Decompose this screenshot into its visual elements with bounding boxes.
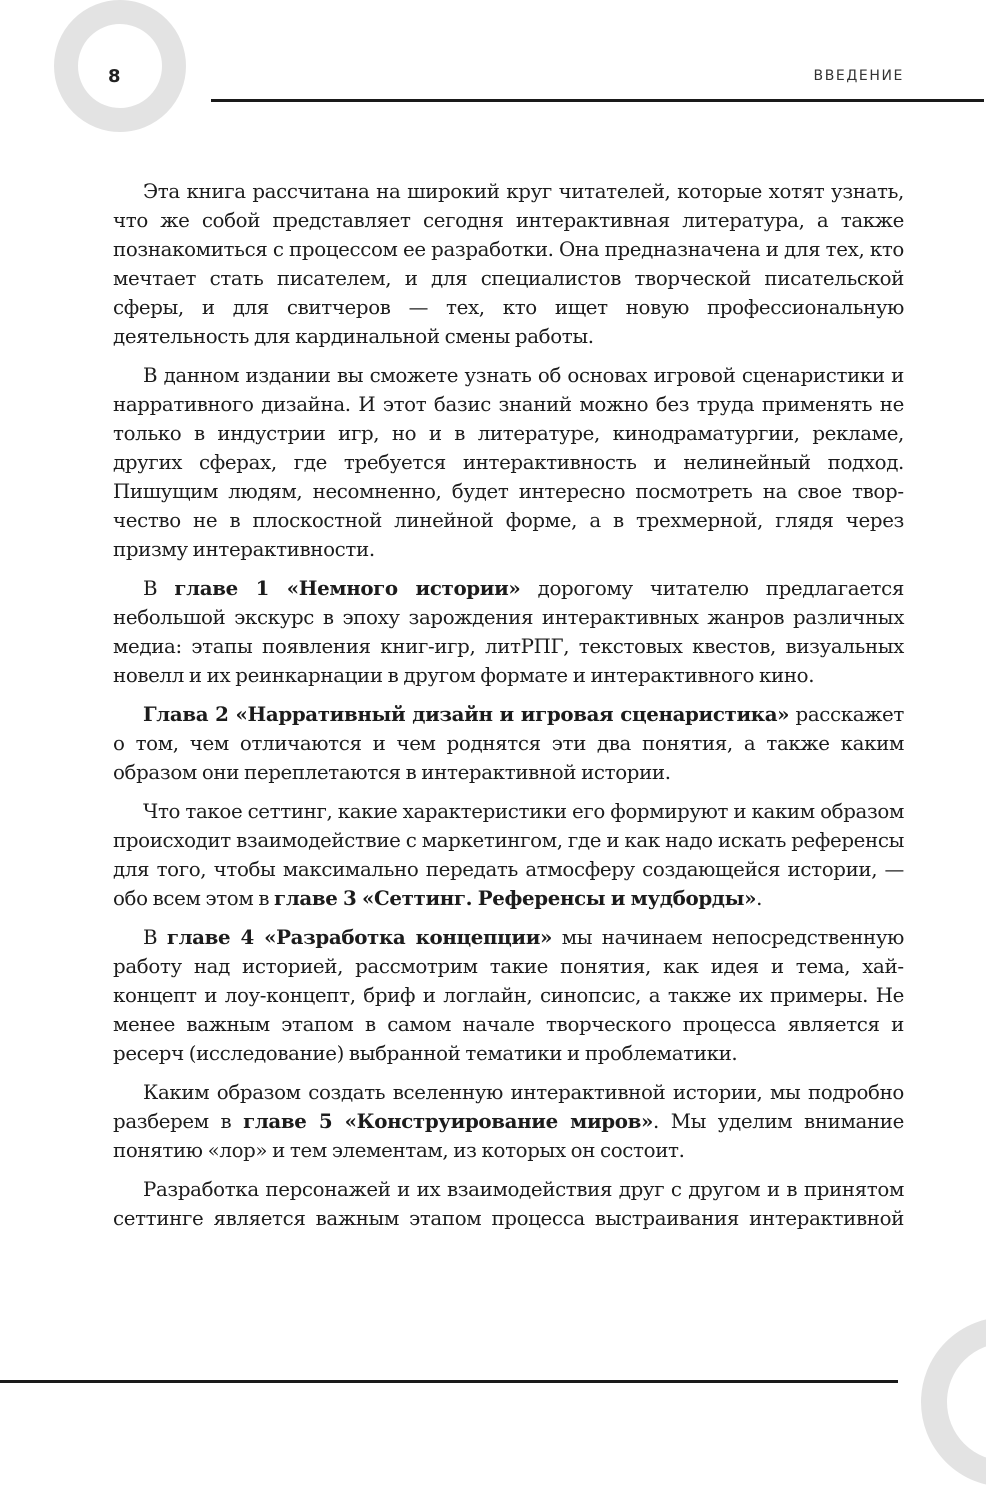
header-rule <box>211 99 984 102</box>
paragraph: Каким образом создать вселенную интерактивной истории, мы подробно разберем в главе 5 «Конструирование миров». Мы уделим внимание понятию «лор» и тем элементам, из которых он состоит. <box>113 1081 904 1162</box>
paragraph: Эта книга рассчитана на широкий круг читателей, которые хотят узнать, что же собой представляет сегодня интерактивная литература, а также познакомиться с процессом ее разработки. Она предназначена и для тех, кто мечтает стать писателем, и для специалистов творческой писательской сферы, и для свитчеров — тех, кто ищет новую профессиональную деятельность для кардинальной смены работы. <box>113 180 904 348</box>
decorative-ring-bottom <box>921 1317 986 1487</box>
chapter-reference: главе 3 «Сеттинг. Референсы и мудборды» <box>274 886 757 910</box>
paragraph: В данном издании вы сможете узнать об основах игровой сценаристики и нарративного дизайна. И этот базис знаний можно без труда применять не только в индустрии игр, но и в литературе, кинодраматургии, рекламе, других сферах, где требуется интерактивность и нелинейный подход. Пишущим людям, несомненно, будет интересно посмотреть на свое творчество не в плоскостной линейной форме, а в трехмерной, глядя через призму интерактивности. <box>113 364 904 561</box>
paragraph: В главе 4 «Разработка концепции» мы начинаем непосредственную работу над историей, рассмотрим такие понятия, как идея и тема, хайконцепт и лоу-концепт, бриф и логлайн, синопсис, а также их примеры. Не менее важным этапом в самом начале творческого процесса является и ресерч (исследование) выбранной тематики и проблематики. <box>113 925 904 1065</box>
chapter-reference: главе 5 «Конструирование миров» <box>243 1109 654 1133</box>
paragraph: Разработка персонажей и их взаимодействия друг с другом и в принятом сеттинге является важным этапом процесса выстраивания интерактивной <box>113 1178 904 1230</box>
chapter-reference: главе 1 «Немного истории» <box>174 576 521 600</box>
paragraph: В главе 1 «Немного истории» дорогому читателю предлагается небольшой экскурс в эпоху зарождения интерактивных жанров различных медиа: этапы появления книг-игр, литРПГ, текстовых квестов, визуальных новелл и их реинкарнации в другом формате и интерактивного кино. <box>113 576 905 687</box>
body-text <box>113 177 904 1243</box>
paragraph: Глава 2 «Нарративный дизайн и игровая сценаристика» расскажет о том, чем отличаются и чем роднятся эти два понятия, а также каким образом они переплетаются в интерактивной истории. <box>113 702 905 784</box>
footer-rule <box>0 1380 898 1383</box>
chapter-reference: главе 4 «Разработка концепции» <box>166 925 553 949</box>
page-number: 8 <box>108 66 121 87</box>
running-header-title: ВВЕДЕНИЕ <box>813 68 904 84</box>
paragraph: Что такое сеттинг, какие характеристики его формируют и каким образом происходит взаимодействие с маркетингом, где и как надо искать референсы для того, чтобы максимально передать атмосферу создающейся истории, — обо всем этом в главе 3 «Сеттинг. Референсы и мудборды». <box>113 800 904 910</box>
chapter-reference: Глава 2 «Нарративный дизайн и игровая сценаристика» <box>143 702 790 726</box>
